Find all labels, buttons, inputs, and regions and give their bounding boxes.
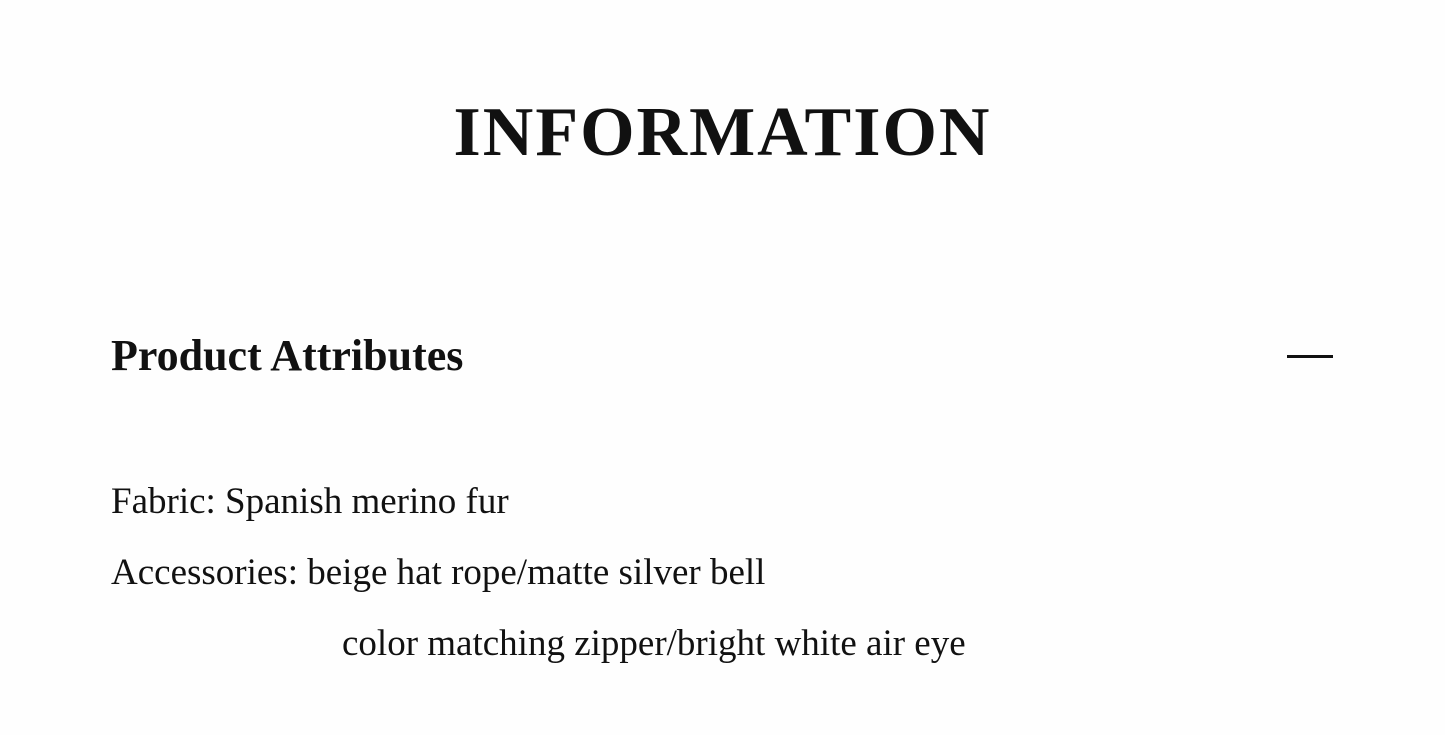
minus-icon[interactable] <box>1284 336 1336 376</box>
attribute-line: color matching zipper/bright white air eye <box>342 623 966 665</box>
attribute-line: Fabric: Spanish merino fur <box>111 481 509 522</box>
attribute-line: Accessories: beige hat rope/matte silver bell <box>111 552 766 594</box>
page-title: INFORMATION <box>453 94 992 171</box>
section-title: Product Attributes <box>111 331 464 380</box>
minus-icon-bar <box>1287 355 1333 358</box>
product-attributes-section-header[interactable] <box>111 330 1336 383</box>
product-attributes-list <box>111 478 1361 668</box>
